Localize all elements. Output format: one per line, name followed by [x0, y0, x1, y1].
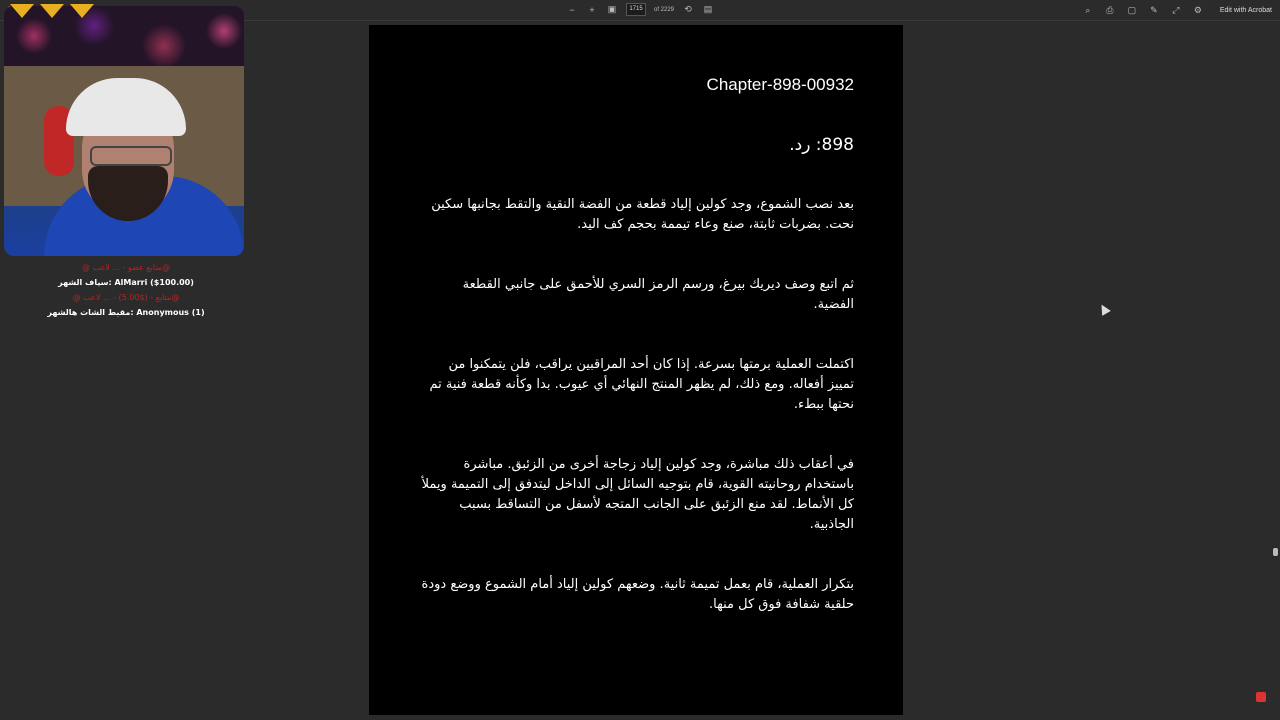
- page-number-input[interactable]: 1715: [626, 3, 646, 16]
- rotate-icon[interactable]: ⟲: [684, 4, 692, 14]
- edit-with-acrobat-button[interactable]: Edit with Acrobat: [1219, 6, 1272, 14]
- annotate-icon[interactable]: ✎: [1150, 4, 1158, 15]
- save-icon[interactable]: ▢: [1127, 4, 1137, 15]
- acrobat-icon[interactable]: [1256, 692, 1266, 702]
- webcam-overlay: [4, 6, 244, 256]
- stream-logo-strip: [10, 4, 94, 18]
- settings-gear-icon[interactable]: ⚙: [1193, 4, 1202, 15]
- mouse-cursor-icon: [1097, 302, 1111, 316]
- chapter-title: Chapter-898-00932: [706, 75, 854, 94]
- document-page: [369, 25, 903, 715]
- logo-triangle-icon: [40, 4, 64, 18]
- toolbar-right: [1082, 4, 1272, 16]
- zoom-out-icon[interactable]: −: [569, 4, 575, 15]
- paragraph: بتكرار العملية، قام بعمل تميمة ثانية. وضعهم كولين إلياد أمام الشموع ووضع دودة حلقية شفافة فوق كل منها.: [421, 577, 854, 612]
- print-icon[interactable]: ⎙: [1106, 4, 1114, 15]
- chapter-subtitle: 898: رد.: [789, 135, 854, 155]
- logo-triangle-icon: [70, 4, 94, 18]
- paragraph: في أعقاب ذلك مباشرة، وجد كولين إلياد زجاجة أخرى من الزئبق. مباشرة باستخدام روحانيته القوية، قام بتوجيه السائل إلى الداخل ليتدفق إلى التميمة ويملأ كل الأنماط. لقد منع الزئبق على الجانب المتجه لأسفل من التساقط بسبب الجاذبية.: [421, 457, 854, 532]
- scrollbar-thumb[interactable]: [1273, 548, 1278, 556]
- supporter-line: مقبط الشات هالشهر: Anonymous (1): [47, 308, 205, 317]
- paragraph: بعد نصب الشموع، وجد كولين إلياد قطعة من الفضة النقية والتقط بجانبها سكين نحت. بضربات ثابتة، صنع وعاء تيممة بحجم كف اليد.: [431, 197, 854, 232]
- paragraph: اكتملت العملية برمتها بسرعة. إذا كان أحد المراقبين يراقب، فلن يتمكنوا من تمييز أفعاله. ومع ذلك، لم يظهر المنتج النهائي أي عيوب. بدا وكأنه قطعة فنية تم نحتها ببطء.: [429, 357, 854, 412]
- paragraph: ثم اتبع وصف ديريك بيرغ، ورسم الرمز السري للأحمق على جانبي القطعة الفضية.: [462, 277, 854, 312]
- logo-triangle-icon: [10, 4, 34, 18]
- supporter-line: سياف الشهر: AlMarri ($100.00): [58, 278, 194, 287]
- expand-icon[interactable]: ⤢: [1172, 4, 1180, 15]
- glasses: [90, 146, 172, 166]
- search-icon[interactable]: ⌕: [1085, 4, 1091, 15]
- supporter-line: @ متابع عضو - ... لاعب@: [82, 263, 170, 272]
- supporter-line: @ متابع - ($5.00) - ... لاعب@: [72, 293, 180, 302]
- page-total-label: of 2229: [654, 6, 675, 13]
- zoom-in-icon[interactable]: +: [589, 4, 595, 15]
- supporters-list: [14, 260, 238, 320]
- fit-page-icon[interactable]: ▣: [607, 4, 617, 14]
- toolbar-center: [566, 3, 714, 16]
- page-view-icon[interactable]: ▤: [703, 4, 713, 14]
